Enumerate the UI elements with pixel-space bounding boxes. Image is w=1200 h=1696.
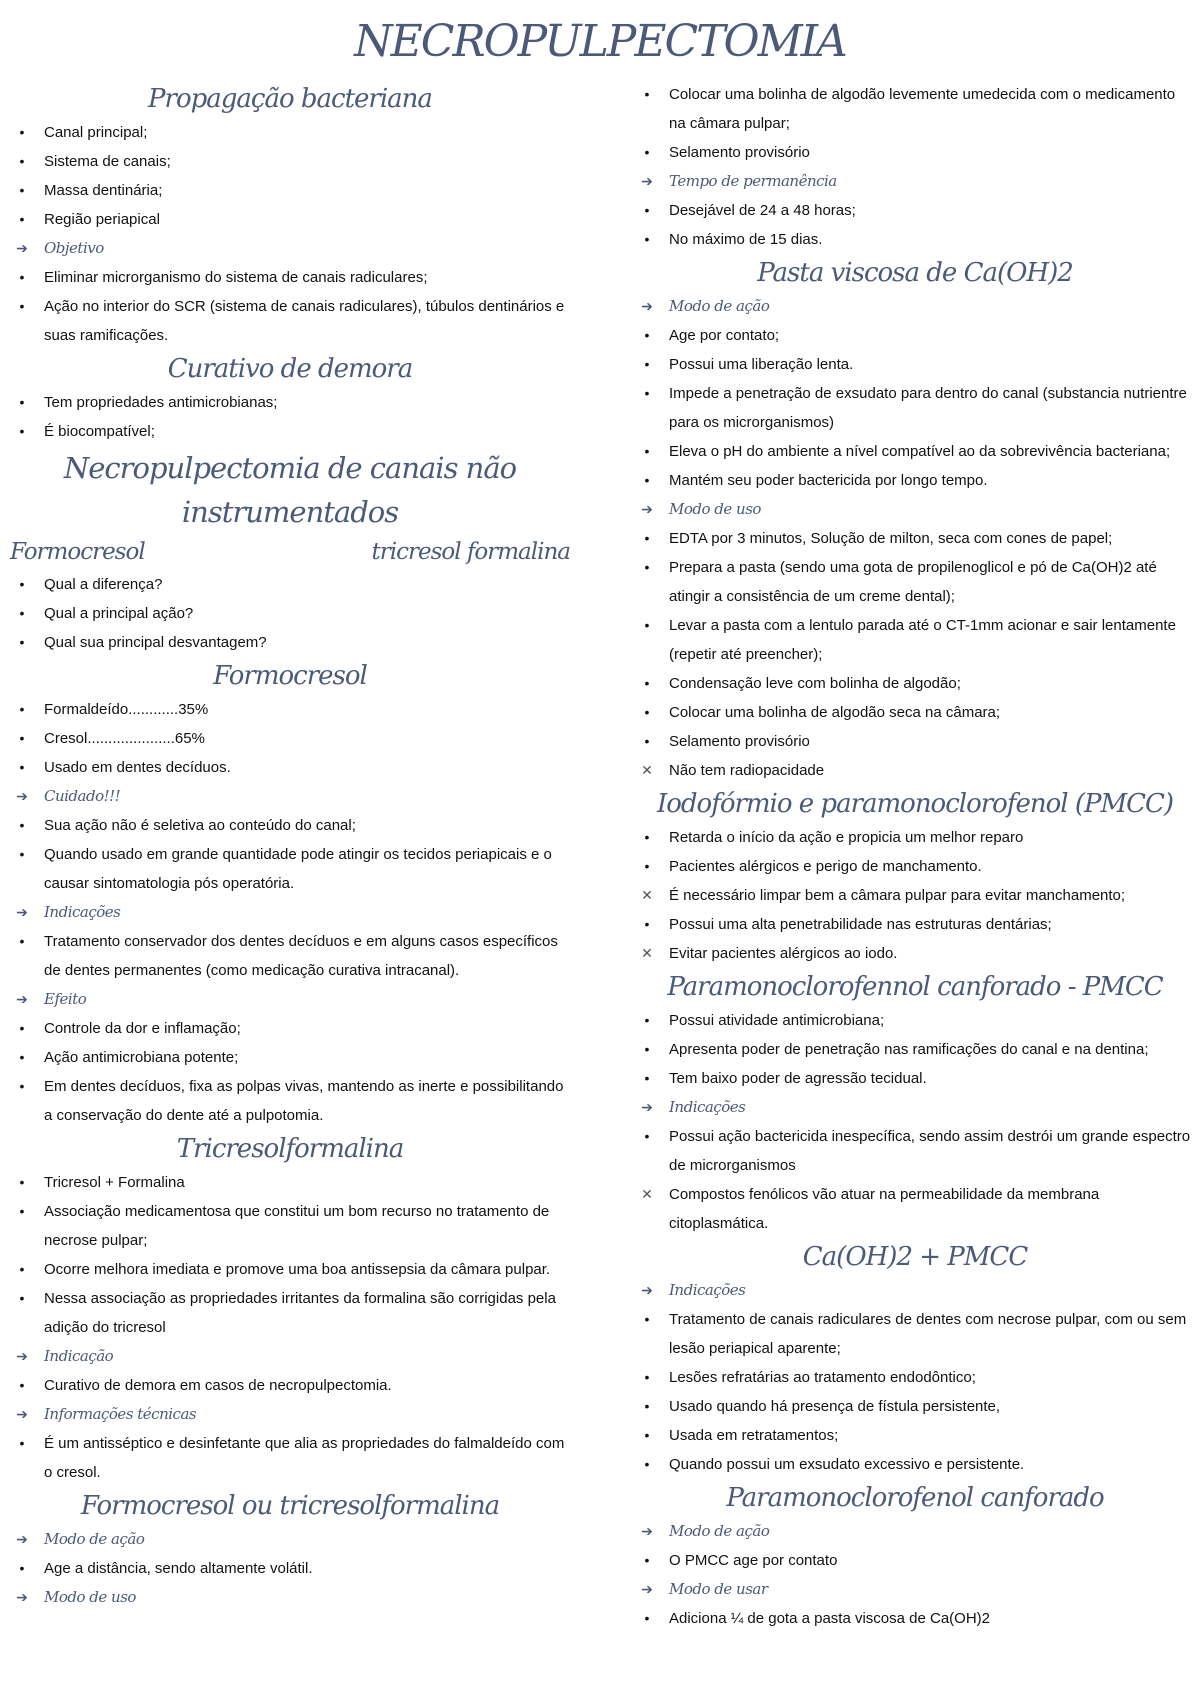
bullet-icon: • bbox=[644, 86, 650, 102]
subheading: ➔ Cuidado!!! bbox=[10, 782, 570, 811]
bullet-icon: • bbox=[19, 1049, 25, 1065]
bullet-icon: • bbox=[644, 385, 650, 401]
list-item: • Associação medicamentosa que constitui um bom recurso no tratamento de necrose pulpar; bbox=[10, 1197, 570, 1255]
bullet-icon: • bbox=[19, 1078, 25, 1094]
bullet-icon: • bbox=[644, 559, 650, 575]
bullet-icon: • bbox=[644, 1041, 650, 1057]
bullet-icon: • bbox=[644, 1610, 650, 1626]
list-item: • Ação antimicrobiana potente; bbox=[10, 1043, 570, 1072]
bullet-icon: • bbox=[19, 1261, 25, 1277]
bullet-icon: • bbox=[19, 153, 25, 169]
arrow-icon: ➔ bbox=[641, 501, 653, 517]
bullet-icon: • bbox=[19, 423, 25, 439]
arrow-icon: ➔ bbox=[16, 788, 28, 804]
comparison-header bbox=[10, 534, 570, 570]
bullet-icon: • bbox=[19, 759, 25, 775]
bullet-icon: • bbox=[644, 231, 650, 247]
subheading: ➔ Modo de ação bbox=[635, 292, 1195, 321]
subheading: ➔ Modo de ação bbox=[635, 1517, 1195, 1546]
bullet-icon: • bbox=[19, 269, 25, 285]
section-title: Formocresol bbox=[213, 661, 367, 691]
bullet-icon: • bbox=[644, 858, 650, 874]
subheading: ➔ Tempo de permanência bbox=[635, 167, 1195, 196]
bullet-icon: • bbox=[644, 202, 650, 218]
list-item: • Massa dentinária; bbox=[10, 176, 570, 205]
bullet-icon: • bbox=[644, 733, 650, 749]
left-column bbox=[10, 80, 570, 1612]
bullet-icon: • bbox=[644, 1398, 650, 1414]
section-title: Necropulpectomia de canais não instrumentados bbox=[63, 451, 517, 529]
list-item: • Qual a principal ação? bbox=[10, 599, 570, 628]
warning-item: ✕ Não tem radiopacidade bbox=[635, 756, 1195, 785]
bullet-icon: • bbox=[19, 1290, 25, 1306]
bullet-icon: • bbox=[644, 530, 650, 546]
list-item: • É um antisséptico e desinfetante que alia as propriedades do falmaldeído com o cresol. bbox=[10, 1429, 570, 1487]
list-item: • Usada em retratamentos; bbox=[635, 1421, 1195, 1450]
bullet-icon: • bbox=[644, 704, 650, 720]
list-item: • Controle da dor e inflamação; bbox=[10, 1014, 570, 1043]
section-title: Pasta viscosa de Ca(OH)2 bbox=[757, 258, 1073, 288]
arrow-icon: ➔ bbox=[16, 1406, 28, 1422]
subheading: ➔ Modo de usar bbox=[635, 1575, 1195, 1604]
section-title: Ca(OH)2 + PMCC bbox=[802, 1242, 1028, 1272]
cross-icon: ✕ bbox=[641, 762, 653, 778]
list-item: • Condensação leve com bolinha de algodão; bbox=[635, 669, 1195, 698]
list-item: • Pacientes alérgicos e perigo de manchamento. bbox=[635, 852, 1195, 881]
arrow-icon: ➔ bbox=[641, 1099, 653, 1115]
list-item: • Em dentes decíduos, fixa as polpas vivas, mantendo as inerte e possibilitando a conservação do dente até a pulpotomia. bbox=[10, 1072, 570, 1130]
list-item: • Adiciona ¼ de gota a pasta viscosa de Ca(OH)2 bbox=[635, 1604, 1195, 1633]
arrow-icon: ➔ bbox=[641, 298, 653, 314]
list-item: • O PMCC age por contato bbox=[635, 1546, 1195, 1575]
list-item: • Levar a pasta com a lentulo parada até o CT-1mm acionar e sair lentamente (repetir até preencher); bbox=[635, 611, 1195, 669]
arrow-icon: ➔ bbox=[16, 904, 28, 920]
warning-item: ✕ Evitar pacientes alérgicos ao iodo. bbox=[635, 939, 1195, 968]
list-item: • Tem baixo poder de agressão tecidual. bbox=[635, 1064, 1195, 1093]
list-item: • Qual sua principal desvantagem? bbox=[10, 628, 570, 657]
bullet-icon: • bbox=[19, 211, 25, 227]
bullet-icon: • bbox=[644, 1070, 650, 1086]
section-title: Iodofórmio e paramonoclorofenol (PMCC) bbox=[656, 789, 1174, 819]
list-item: • Quando possui um exsudato excessivo e persistente. bbox=[635, 1450, 1195, 1479]
list-item: • Desejável de 24 a 48 horas; bbox=[635, 196, 1195, 225]
arrow-icon: ➔ bbox=[641, 173, 653, 189]
arrow-icon: ➔ bbox=[641, 1581, 653, 1597]
comparison-right-label: tricresol formalina bbox=[371, 539, 570, 565]
bullet-icon: • bbox=[644, 675, 650, 691]
subheading: ➔ Indicações bbox=[635, 1276, 1195, 1305]
bullet-icon: • bbox=[19, 817, 25, 833]
list-item: • Qual a diferença? bbox=[10, 570, 570, 599]
bullet-icon: • bbox=[644, 617, 650, 633]
list-item: • Age por contato; bbox=[635, 321, 1195, 350]
bullet-icon: • bbox=[644, 1128, 650, 1144]
subheading: ➔ Modo de ação bbox=[10, 1525, 570, 1554]
bullet-icon: • bbox=[19, 576, 25, 592]
arrow-icon: ➔ bbox=[16, 1531, 28, 1547]
list-item: • Usado em dentes decíduos. bbox=[10, 753, 570, 782]
bullet-icon: • bbox=[644, 1456, 650, 1472]
bullet-icon: • bbox=[19, 298, 25, 314]
list-item: • Age a distância, sendo altamente volátil. bbox=[10, 1554, 570, 1583]
subheading: ➔ Informações técnicas bbox=[10, 1400, 570, 1429]
list-item: • Cresol.....................65% bbox=[10, 724, 570, 753]
list-item: • Formaldeído............35% bbox=[10, 695, 570, 724]
bullet-icon: • bbox=[644, 472, 650, 488]
bullet-icon: • bbox=[644, 829, 650, 845]
list-item: • Canal principal; bbox=[10, 118, 570, 147]
cross-icon: ✕ bbox=[641, 1186, 653, 1202]
bullet-icon: • bbox=[644, 356, 650, 372]
list-item: • Apresenta poder de penetração nas ramificações do canal e na dentina; bbox=[635, 1035, 1195, 1064]
list-item: • Eliminar microrganismo do sistema de canais radiculares; bbox=[10, 263, 570, 292]
comparison-left-label: Formocresol bbox=[10, 539, 145, 565]
bullet-icon: • bbox=[19, 1203, 25, 1219]
list-item: • Tratamento conservador dos dentes decíduos e em alguns casos específicos de dentes permanentes (como medicação curativa intracanal). bbox=[10, 927, 570, 985]
bullet-icon: • bbox=[19, 124, 25, 140]
page-title: NECROPULPECTOMIA bbox=[354, 16, 846, 67]
list-item: • Região periapical bbox=[10, 205, 570, 234]
right-column bbox=[635, 80, 1195, 1633]
list-item: • Tricresol + Formalina bbox=[10, 1168, 570, 1197]
arrow-icon: ➔ bbox=[16, 1589, 28, 1605]
list-item: • Nessa associação as propriedades irritantes da formalina são corrigidas pela adição do tricresol bbox=[10, 1284, 570, 1342]
bullet-icon: • bbox=[19, 1020, 25, 1036]
section-title: Curativo de demora bbox=[167, 354, 413, 384]
list-item: • Sua ação não é seletiva ao conteúdo do canal; bbox=[10, 811, 570, 840]
list-item: • Tratamento de canais radiculares de dentes com necrose pulpar, com ou sem lesão periapical aparente; bbox=[635, 1305, 1195, 1363]
list-item: • Quando usado em grande quantidade pode atingir os tecidos periapicais e o causar sintomatologia pós operatória. bbox=[10, 840, 570, 898]
arrow-icon: ➔ bbox=[641, 1282, 653, 1298]
bullet-icon: • bbox=[19, 701, 25, 717]
list-item: • Prepara a pasta (sendo uma gota de propilenoglicol e pó de Ca(OH)2 até atingir a consistência de um creme dental); bbox=[635, 553, 1195, 611]
list-item: • Impede a penetração de exsudato para dentro do canal (substancia nutrientre para os microrganismos) bbox=[635, 379, 1195, 437]
arrow-icon: ➔ bbox=[641, 1523, 653, 1539]
bullet-icon: • bbox=[644, 1369, 650, 1385]
warning-item: ✕ É necessário limpar bem a câmara pulpar para evitar manchamento; bbox=[635, 881, 1195, 910]
subheading: ➔ Modo de uso bbox=[10, 1583, 570, 1612]
list-item: • Possui atividade antimicrobiana; bbox=[635, 1006, 1195, 1035]
subheading: ➔ Objetivo bbox=[10, 234, 570, 263]
list-item: • Usado quando há presença de fístula persistente, bbox=[635, 1392, 1195, 1421]
section-title: Paramonoclorofennol canforado - PMCC bbox=[667, 972, 1163, 1002]
list-item: • EDTA por 3 minutos, Solução de milton, seca com cones de papel; bbox=[635, 524, 1195, 553]
warning-item: ✕ Compostos fenólicos vão atuar na permeabilidade da membrana citoplasmática. bbox=[635, 1180, 1195, 1238]
bullet-icon: • bbox=[19, 634, 25, 650]
bullet-icon: • bbox=[19, 1560, 25, 1576]
list-item: • Eleva o pH do ambiente a nível compatível ao da sobrevivência bacteriana; bbox=[635, 437, 1195, 466]
arrow-icon: ➔ bbox=[16, 1348, 28, 1364]
arrow-icon: ➔ bbox=[16, 991, 28, 1007]
bullet-icon: • bbox=[644, 443, 650, 459]
bullet-icon: • bbox=[644, 1552, 650, 1568]
list-item: • É biocompatível; bbox=[10, 417, 570, 446]
bullet-icon: • bbox=[19, 605, 25, 621]
subheading: ➔ Modo de uso bbox=[635, 495, 1195, 524]
list-item: • Ocorre melhora imediata e promove uma boa antissepsia da câmara pulpar. bbox=[10, 1255, 570, 1284]
bullet-icon: • bbox=[644, 1012, 650, 1028]
list-item: • Retarda o início da ação e propicia um melhor reparo bbox=[635, 823, 1195, 852]
bullet-icon: • bbox=[644, 1311, 650, 1327]
bullet-icon: • bbox=[644, 327, 650, 343]
bullet-icon: • bbox=[19, 1377, 25, 1393]
bullet-icon: • bbox=[19, 1174, 25, 1190]
list-item: • No máximo de 15 dias. bbox=[635, 225, 1195, 254]
list-item: • Selamento provisório bbox=[635, 727, 1195, 756]
section-title: Tricresolformalina bbox=[176, 1134, 404, 1164]
bullet-icon: • bbox=[19, 846, 25, 862]
bullet-icon: • bbox=[19, 730, 25, 746]
list-item: • Selamento provisório bbox=[635, 138, 1195, 167]
subheading: ➔ Indicações bbox=[10, 898, 570, 927]
list-item: • Possui uma alta penetrabilidade nas estruturas dentárias; bbox=[635, 910, 1195, 939]
bullet-icon: • bbox=[19, 1435, 25, 1451]
list-item: • Ação no interior do SCR (sistema de canais radiculares), túbulos dentinários e suas ramificações. bbox=[10, 292, 570, 350]
list-item: • Possui ação bactericida inespecífica, sendo assim destrói um grande espectro de microrganismos bbox=[635, 1122, 1195, 1180]
list-item: • Tem propriedades antimicrobianas; bbox=[10, 388, 570, 417]
list-item: • Colocar uma bolinha de algodão seca na câmara; bbox=[635, 698, 1195, 727]
subheading: ➔ Efeito bbox=[10, 985, 570, 1014]
bullet-icon: • bbox=[644, 916, 650, 932]
cross-icon: ✕ bbox=[641, 887, 653, 903]
list-item: • Colocar uma bolinha de algodão levemente umedecida com o medicamento na câmara pulpar; bbox=[635, 80, 1195, 138]
bullet-icon: • bbox=[644, 144, 650, 160]
subheading: ➔ Indicação bbox=[10, 1342, 570, 1371]
bullet-icon: • bbox=[19, 394, 25, 410]
cross-icon: ✕ bbox=[641, 945, 653, 961]
list-item: • Curativo de demora em casos de necropulpectomia. bbox=[10, 1371, 570, 1400]
arrow-icon: ➔ bbox=[16, 240, 28, 256]
list-item: • Possui uma liberação lenta. bbox=[635, 350, 1195, 379]
bullet-icon: • bbox=[19, 182, 25, 198]
list-item: • Mantém seu poder bactericida por longo tempo. bbox=[635, 466, 1195, 495]
section-title: Formocresol ou tricresolformalina bbox=[80, 1491, 500, 1521]
section-title: Paramonoclorofenol canforado bbox=[726, 1483, 1104, 1513]
bullet-icon: • bbox=[19, 933, 25, 949]
section-title: Propagação bacteriana bbox=[148, 84, 432, 114]
bullet-icon: • bbox=[644, 1427, 650, 1443]
list-item: • Lesões refratárias ao tratamento endodôntico; bbox=[635, 1363, 1195, 1392]
subheading: ➔ Indicações bbox=[635, 1093, 1195, 1122]
list-item: • Sistema de canais; bbox=[10, 147, 570, 176]
